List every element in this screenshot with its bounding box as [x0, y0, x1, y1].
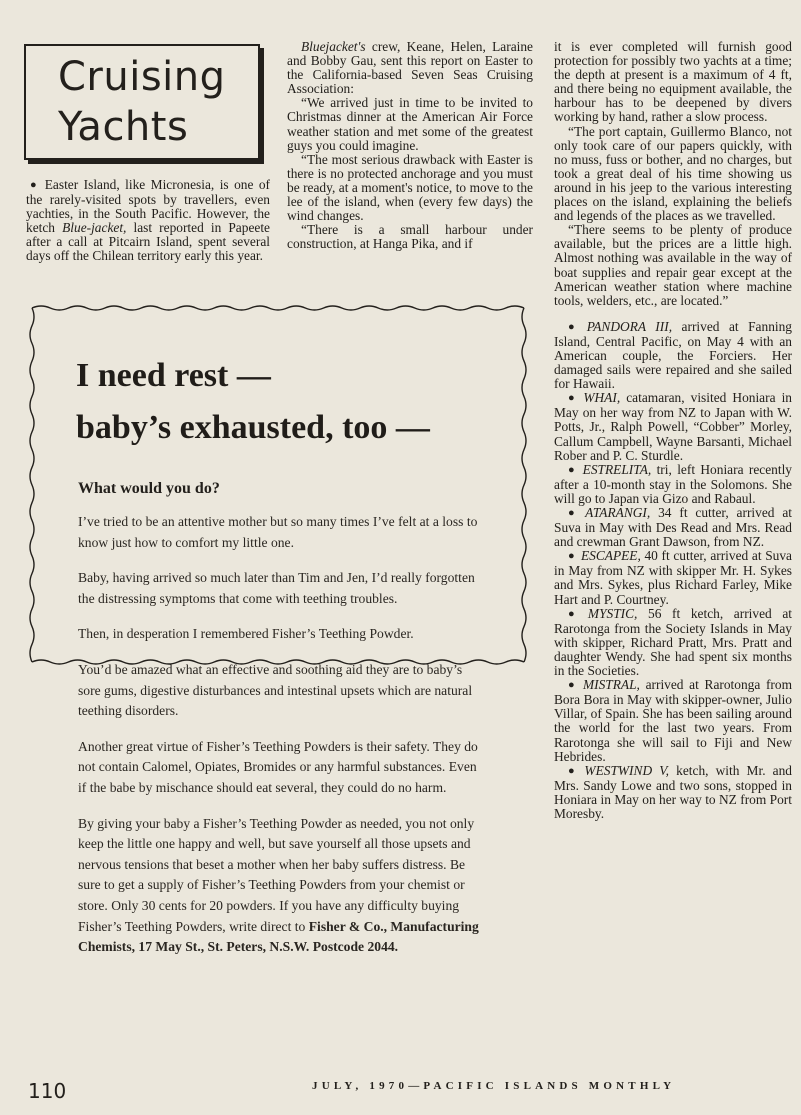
- ad-paragraph: Baby, having arrived so much later than Tim and Jen, I’d really forgotten the distressing symptoms that come with teething troubles.: [78, 570, 475, 606]
- ad-paragraph: [78, 814, 486, 958]
- yacht-text: catamaran, visited Honiara in May on her way from NZ to Japan with W. Potts, Jr., Ralph Powell, “Cobber” Morley, Callum Campbell, Wayne Barsanti, Michael Rober and P. C. Sturdle.: [554, 390, 792, 463]
- ad-body: [78, 512, 486, 973]
- yacht-entry: [554, 391, 792, 462]
- ad-address: Fisher & Co., Manufacturing Chemists, 17 May St., St. Peters, N.S.W. Postcode 2044.: [78, 918, 479, 955]
- page-number: 110: [28, 1079, 67, 1103]
- ad-paragraph: Then, in desperation I remembered Fisher’s Teething Powder.: [78, 626, 414, 642]
- intro-vessel: Blue-jacket,: [62, 220, 127, 236]
- intro-text-1: Easter Island, like Micronesia, is one of the rarely-visited spots by travellers, even yachties, in the South Pacific. However, the ketch: [26, 177, 270, 236]
- yacht-text: arrived at Fanning Island, Central Pacific, on May 4 with an American couple, the Forciers. Her damaged sails were repaired and she sailed for Hawaii.: [554, 318, 793, 392]
- yacht-name: WHAI,: [583, 390, 621, 406]
- yacht-name: ATARANGI,: [585, 505, 651, 520]
- yacht-entry: [554, 607, 792, 678]
- yacht-name: ESCAPEE,: [580, 548, 641, 564]
- yacht-text: 34 ft cutter, arrived at Suva in May with Des Read and Mrs. Read and crewman Grant Dawson, from NZ.: [554, 505, 792, 550]
- running-footer: JULY, 1970—PACIFIC ISLANDS MONTHLY: [312, 1080, 676, 1092]
- yacht-text: 56 ft ketch, arrived at Rarotonga from the Society Islands in May with skipper, Richard Pratt, Mrs. Pratt and daughter Wendy. She had spent six months in the Societies.: [554, 605, 792, 679]
- yacht-name: MISTRAL,: [582, 677, 640, 693]
- section-title-line2: Yachts: [58, 104, 189, 150]
- yacht-name: WESTWIND V,: [584, 762, 670, 778]
- yacht-text: arrived at Rarotonga from Bora Bora in May with skipper-owner, Julio Villar, of Spain. She has been sailing around the world for the last two years. From Rarotonga she will sail to Fiji and New Hebrides.: [554, 677, 792, 764]
- ad-headline: [76, 350, 516, 454]
- intro-text-2: last reported in Papeete after a call at Pitcairn Island, spent several days off the Chilean territory early this year.: [26, 220, 270, 264]
- yacht-entry: [554, 506, 792, 549]
- yacht-text: tri, left Honiara recently after a 10-month stay in the Solomons. She will go to Japan via Gizo and Rabaul.: [554, 461, 792, 506]
- ad-paragraph: Another great virtue of Fisher’s Teething Powders is their safety. They do not contain Calomel, Opiates, Bromides or any harmful substances. Even if the babe by mischance should eat several, they could do no harm.: [78, 738, 478, 795]
- yacht-text: ketch, with Mr. and Mrs. Sandy Lowe and two sons, stopped in Honiara in May on her way to NZ from Port Moresby.: [554, 762, 792, 821]
- intro-paragraph: [26, 178, 270, 264]
- ad-paragraph: You’d be amazed what an effective and soothing aid they are to baby’s sore gums, digestive disturbances and intestinal upsets which are natural teething disorders.: [78, 661, 473, 719]
- yacht-entry: [554, 678, 792, 764]
- ad-paragraph: I’ve tried to be an attentive mother but so many times I’ve felt at a loss to know just how to comfort my little one.: [78, 514, 478, 550]
- ad-headline-line1: I need rest —: [76, 357, 271, 394]
- col3-p3: “There seems to be plenty of produce available, but the prices are a little high. Almost nothing was available in the way of boat supplies and repair gear except at the American weather station where machine tools, welders, etc., are located.”: [554, 222, 792, 308]
- col2-p4: “There is a small harbour under construction, at Hanga Pika, and if: [287, 222, 533, 252]
- section-title: [58, 52, 248, 152]
- section-masthead: [24, 44, 260, 160]
- yacht-entry: [554, 320, 792, 391]
- col2-p1: crew, Keane, Helen, Laraine and Bobby Gau, sent this report on Easter to the California-based Seven Seas Cruising Association:: [287, 39, 533, 97]
- col2-p3: “The most serious drawback with Easter is there is no protected anchorage and you must be ready, at a moment's notice, to move to the lee of the island, when (every few days) the wind changes.: [287, 151, 533, 224]
- col2-p2: “We arrived just in time to be invited to Christmas dinner at the American Air Force weather station and met some of the greatest guys you could imagine.: [287, 95, 533, 153]
- yacht-name: MYSTIC,: [587, 605, 638, 621]
- yacht-name: PANDORA III,: [586, 318, 673, 334]
- section-title-line1: Cruising: [58, 54, 226, 100]
- yacht-entry: [554, 463, 792, 506]
- ad-subhead: What would you do?: [78, 480, 220, 497]
- column-2: [287, 40, 533, 251]
- yacht-entry: [554, 549, 792, 606]
- yacht-text: 40 ft cutter, arrived at Suva in May from NZ with skipper Mr. H. Sykes and Mrs. Sykes, plus Richard Farley, Mike Hart and P. Courtney.: [554, 548, 792, 607]
- advertisement: [24, 300, 532, 955]
- yacht-entries: [554, 320, 792, 821]
- col2-vessel: Bluejacket's: [301, 39, 366, 54]
- ad-headline-line2: baby’s exhausted, too —: [76, 409, 430, 446]
- yacht-entry: [554, 764, 792, 821]
- yacht-name: ESTRELITA,: [582, 461, 652, 477]
- col3-p1: it is ever completed will furnish good protection for possibly two yachts at a time; the depth at present is a maximum of 4 ft, and there being no equipment available, the harbour has to be deepened by divers working by hand, rather a slow process.: [554, 39, 792, 125]
- column-3: [554, 40, 792, 821]
- ad-p6-text: By giving your baby a Fisher’s Teething Powder as needed, you not only keep the little one happy and well, but save yourself all those upsets and nervous tensions that beset a mother when her baby suffers distress. Be sure to get a supply of Fisher’s Teething Powders from your chemist or store. Only 30 cents for 20 powders. If you have any difficulty buying Fisher’s Teething Powders, write direct to: [78, 815, 475, 934]
- col3-p2: “The port captain, Guillermo Blanco, not only took care of our papers quickly, with no muss, fuss or bother, and no charges, but took a great deal of his time showing us around in his jeep to the various interesting places on the island, explaining the beliefs and legends of the places as we travelled.: [554, 123, 792, 224]
